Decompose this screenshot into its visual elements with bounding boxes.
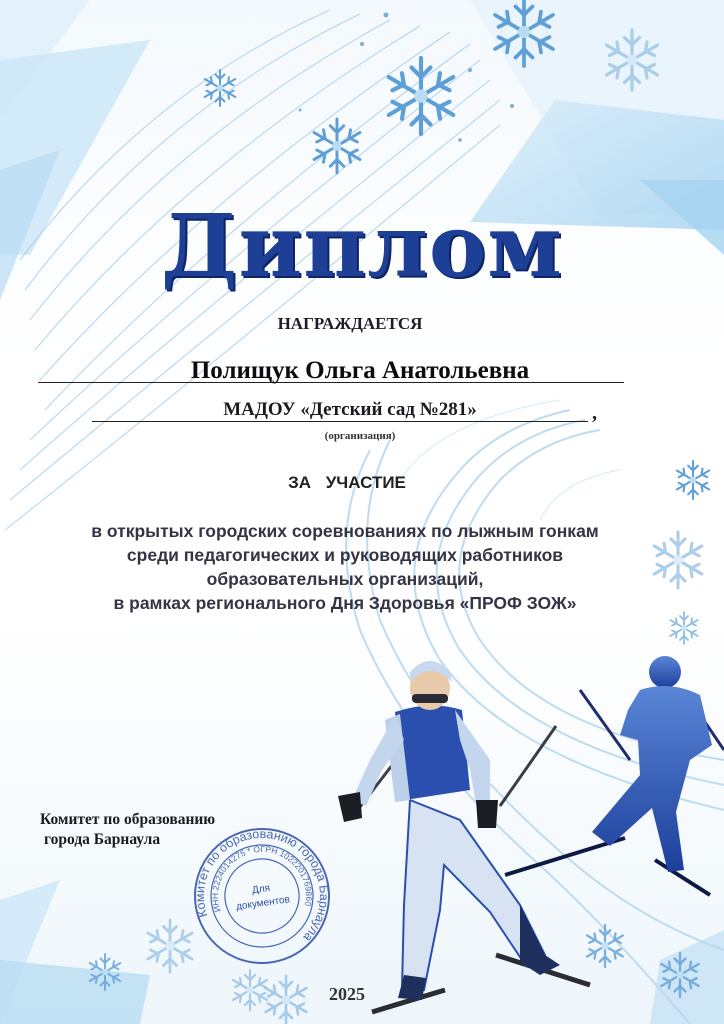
stamp-center-line-2: документов [235, 894, 291, 913]
organization-caption: (организация) [324, 430, 396, 442]
stamp-ring-text: Комитет по образованию города Барнаула [192, 826, 332, 945]
skier-silhouette [505, 656, 724, 895]
issuer-line-1: Комитет по образованию [40, 811, 216, 828]
recipient-name: Полищук Ольга Анатольевна [190, 357, 530, 384]
year: 2025 [329, 984, 365, 1004]
snowflake-icon [314, 119, 360, 173]
official-stamp [192, 826, 332, 966]
snowflake-icon [148, 920, 192, 972]
participation-label: ЗА УЧАСТИЕ [288, 473, 406, 492]
awarded-label: НАГРАЖДАЕТСЯ [277, 314, 423, 333]
snowflake-icon [670, 612, 697, 644]
snowflake-icon [587, 925, 623, 967]
description-line-4: в рамках регионального Дня Здоровья «ПРОФ ЗОЖ» [113, 593, 577, 613]
diploma-title: Диплом [161, 196, 563, 297]
stamp-id-text: ИНН 2224014275 * ОГРН 1022201769860 [209, 843, 315, 914]
description-line-1: в открытых городских соревнованиях по лыжным гонкам [91, 521, 599, 541]
description-line-3: образовательных организаций, [206, 569, 484, 589]
snowflake-icon [205, 70, 236, 106]
organization-comma: , [592, 402, 597, 424]
organization-name: МАДОУ «Детский сад №281» [223, 399, 477, 420]
snowflake-icon [389, 58, 454, 134]
skier-figure [338, 661, 590, 1012]
issuer-line-2: города Барнаула [44, 831, 161, 848]
organization-underline [92, 421, 588, 422]
description-line-2: среди педагогических и руководящих работников [126, 545, 564, 565]
stamp-center-line-1: Для [251, 882, 271, 897]
